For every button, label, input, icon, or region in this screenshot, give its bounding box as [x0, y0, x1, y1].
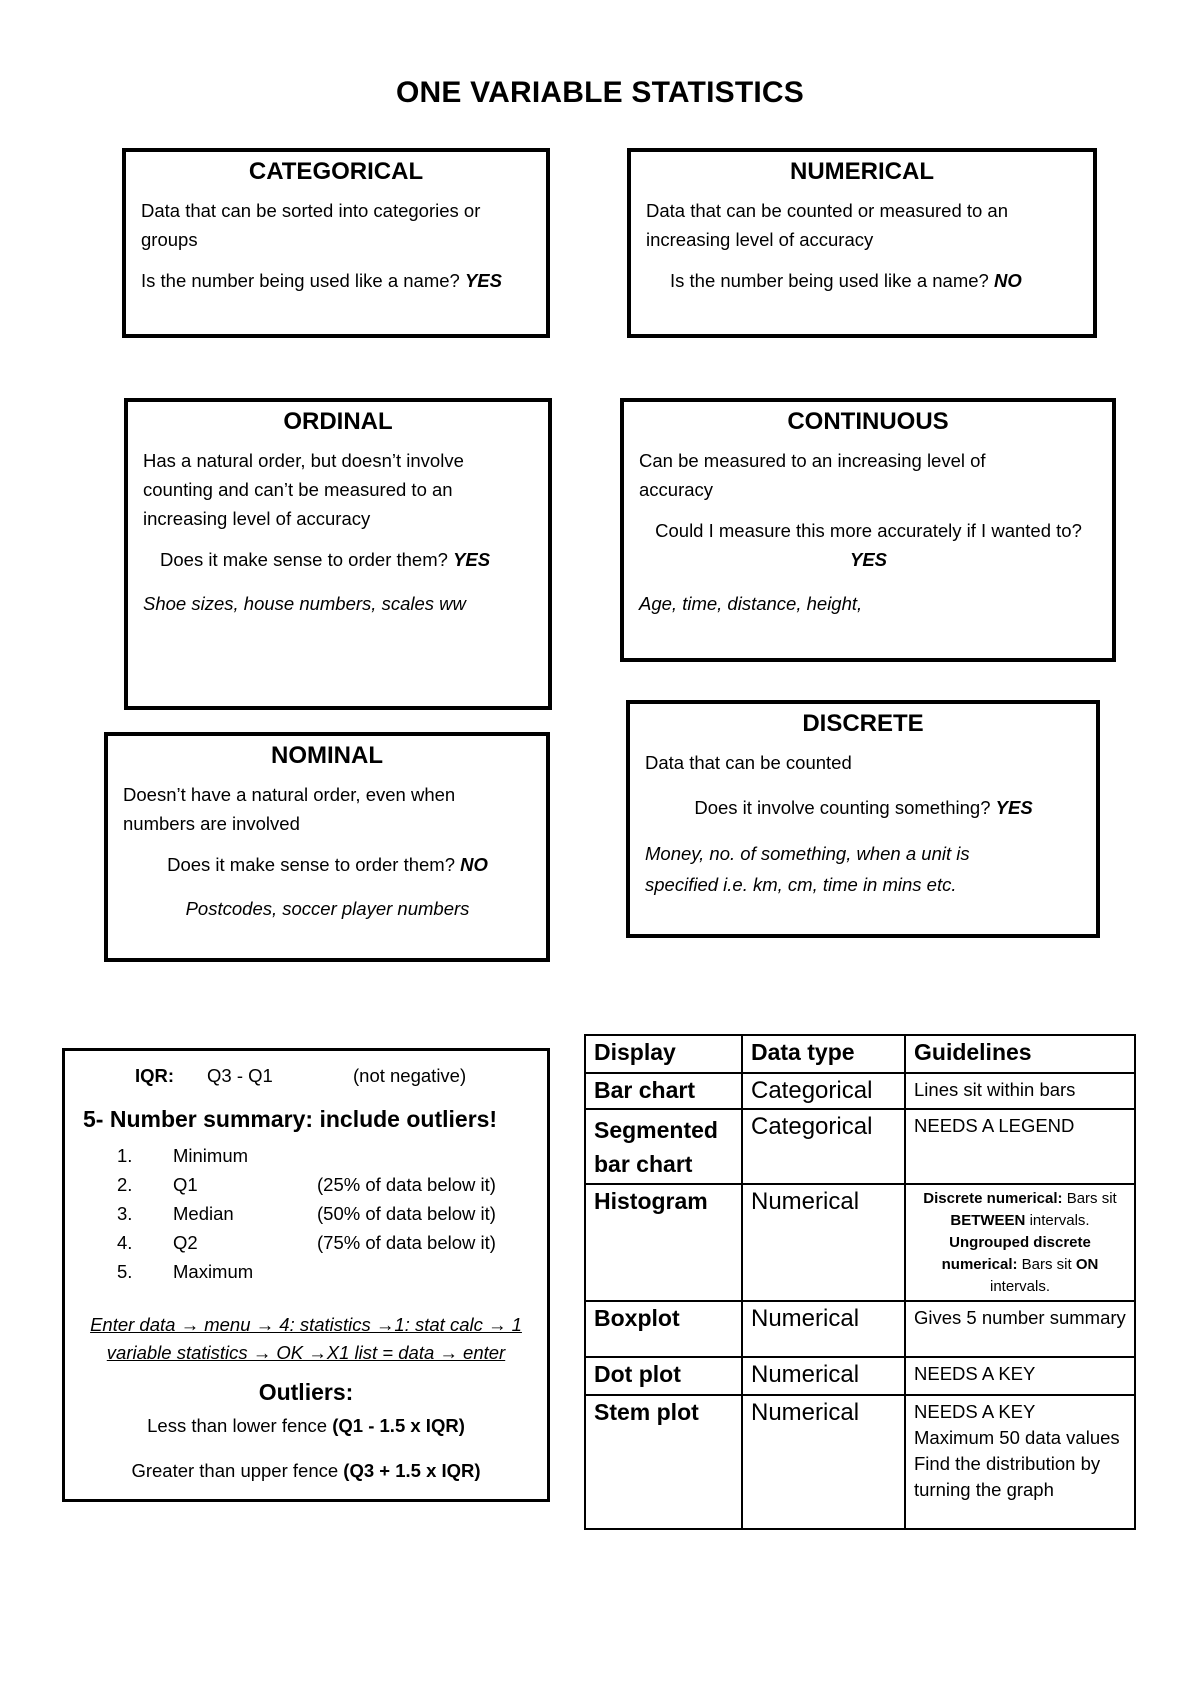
header-data-type: Data type: [742, 1035, 905, 1073]
categorical-answer: YES: [464, 270, 502, 291]
display-cell: Dot plot: [585, 1357, 742, 1395]
ordinal-question-line: [143, 545, 534, 574]
list-item: 5. Maximum: [117, 1261, 254, 1282]
type-cell: Numerical: [742, 1357, 905, 1395]
guide-cell: Gives 5 number summary: [905, 1301, 1135, 1357]
categorical-card: [122, 148, 550, 338]
list-item: 2. Q1 (25% of data below it): [117, 1174, 496, 1195]
nominal-answer: NO: [460, 854, 488, 875]
discrete-heading: DISCRETE: [802, 710, 924, 737]
upper-fence-formula: (Q3 + 1.5 x IQR): [343, 1460, 481, 1481]
list-item: 1. Minimum: [117, 1145, 249, 1166]
ordinal-heading: ORDINAL: [283, 408, 393, 435]
list-item: 4. Q2 (75% of data below it): [117, 1232, 496, 1253]
ordinal-card: [124, 398, 552, 710]
nominal-definition: Doesn’t have a natural order, even when numbers are involved: [123, 784, 456, 834]
continuous-question-line: [639, 516, 1098, 574]
numerical-heading: NUMERICAL: [790, 158, 934, 185]
nominal-card: [104, 732, 550, 962]
guide-cell: NEEDS A KEY Maximum 50 data values Find the distribution by turning the graph: [905, 1395, 1135, 1529]
display-cell: Stem plot: [585, 1395, 742, 1529]
outliers-heading: Outliers:: [258, 1379, 354, 1405]
continuous-question: Could I measure this more accurately if I wanted to?: [655, 520, 1082, 541]
lower-fence-formula: (Q1 - 1.5 x IQR): [332, 1415, 465, 1436]
iqr-line: [65, 1065, 547, 1091]
categorical-question: Is the number being used like a name?: [141, 270, 460, 291]
table-row: [585, 1184, 1135, 1301]
lower-fence-line: [65, 1415, 547, 1437]
nominal-question-line: [123, 850, 532, 879]
statistics-summary-card: [62, 1048, 550, 1502]
continuous-answer: YES: [849, 549, 888, 570]
type-cell: Numerical: [742, 1184, 905, 1301]
header-guidelines: Guidelines: [905, 1035, 1135, 1073]
type-cell: Categorical: [742, 1109, 905, 1184]
page-title: ONE VARIABLE STATISTICS: [396, 76, 804, 109]
discrete-definition: Data that can be counted: [645, 752, 852, 773]
display-cell: Histogram: [585, 1184, 742, 1301]
discrete-examples: Money, no. of something, when a unit is specified i.e. km, cm, time in mins etc.: [645, 843, 970, 895]
ordinal-question: Does it make sense to order them?: [160, 549, 448, 570]
continuous-heading: CONTINUOUS: [787, 408, 949, 435]
display-cell: Segmented bar chart: [585, 1109, 742, 1184]
categorical-definition: Data that can be sorted into categories or groups: [141, 200, 481, 250]
iqr-formula: Q3 - Q1: [207, 1065, 273, 1086]
nominal-examples: Postcodes, soccer player numbers: [185, 898, 470, 919]
five-number-list: [85, 1141, 525, 1286]
calc-line-1: Enter data → menu → 4: statistics →1: stat calc → 1: [90, 1314, 522, 1335]
continuous-card: [620, 398, 1116, 662]
ordinal-examples: Shoe sizes, house numbers, scales ww: [143, 593, 466, 614]
type-cell: Numerical: [742, 1395, 905, 1529]
table-row: [585, 1357, 1135, 1395]
list-item: 3. Median (50% of data below it): [117, 1203, 496, 1224]
continuous-definition: Can be measured to an increasing level of accuracy: [639, 450, 986, 500]
table-header-row: [585, 1035, 1135, 1073]
iqr-note: (not negative): [353, 1065, 467, 1086]
upper-fence-line: [65, 1460, 547, 1482]
continuous-examples: Age, time, distance, height,: [639, 593, 863, 614]
type-cell: Categorical: [742, 1073, 905, 1109]
numerical-answer: NO: [993, 270, 1022, 291]
numerical-question: Is the number being used like a name?: [670, 270, 989, 291]
discrete-card: [626, 700, 1100, 938]
guide-cell: Lines sit within bars: [905, 1073, 1135, 1109]
calculator-instructions: [65, 1311, 547, 1367]
numerical-card: [627, 148, 1097, 338]
categorical-heading: CATEGORICAL: [248, 158, 424, 185]
guide-cell: Discrete numerical: Bars sit BETWEEN intervals. Ungrouped discrete numerical: Bars sit ON intervals.: [905, 1184, 1135, 1301]
numerical-question-line: [646, 266, 1079, 295]
calc-line-2: variable statistics → OK →X1 list = data → enter: [106, 1342, 506, 1363]
display-cell: Boxplot: [585, 1301, 742, 1357]
iqr-label: IQR:: [135, 1065, 175, 1086]
numerical-definition: Data that can be counted or measured to an increasing level of accuracy: [646, 200, 1009, 250]
type-cell: Numerical: [742, 1301, 905, 1357]
discrete-question-line: [645, 793, 1082, 822]
discrete-answer: YES: [995, 797, 1033, 818]
display-cell: Bar chart: [585, 1073, 742, 1109]
guide-cell: NEEDS A LEGEND: [905, 1109, 1135, 1184]
discrete-question: Does it involve counting something?: [694, 797, 991, 818]
upper-fence-text: Greater than upper fence: [131, 1460, 339, 1481]
table-row: [585, 1395, 1135, 1529]
table-row: [585, 1301, 1135, 1357]
five-number-summary-heading: 5- Number summary: include outliers!: [83, 1106, 498, 1132]
categorical-question-line: [141, 266, 532, 295]
ordinal-answer: YES: [453, 549, 491, 570]
nominal-question: Does it make sense to order them?: [167, 854, 456, 875]
nominal-heading: NOMINAL: [271, 742, 383, 769]
lower-fence-text: Less than lower fence: [147, 1415, 328, 1436]
table-row: [585, 1109, 1135, 1184]
ordinal-definition: Has a natural order, but doesn’t involve counting and can’t be measured to an increasing level of accuracy: [143, 450, 464, 529]
guide-cell: NEEDS A KEY: [905, 1357, 1135, 1395]
display-types-table: [584, 1034, 1136, 1530]
table-row: [585, 1073, 1135, 1109]
header-display: Display: [585, 1035, 742, 1073]
